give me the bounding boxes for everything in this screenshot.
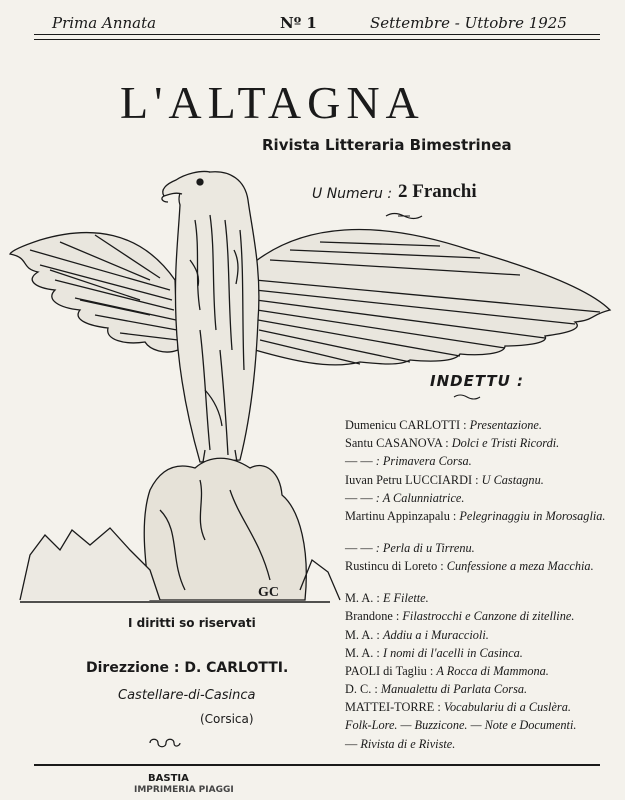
- toc-author: — —: [345, 454, 373, 469]
- toc-work: Cunfessione a meza Macchia.: [446, 559, 594, 574]
- toc-author: —: [345, 736, 358, 751]
- toc-author: Martinu Appinzapalu :: [345, 508, 457, 523]
- toc-author: — —: [345, 490, 373, 505]
- toc-entry: [345, 509, 617, 541]
- eagle-body: [175, 172, 258, 462]
- issue-header: [40, 12, 600, 32]
- table-of-contents: [345, 418, 617, 755]
- toc-work: Addiu a i Muraccioli.: [382, 627, 489, 642]
- toc-entry: [345, 541, 617, 559]
- toc-work: : Perla di u Tirrenu.: [375, 540, 475, 555]
- toc-work: Filastrocchi e Canzone di zitelline.: [402, 609, 575, 624]
- journal-subtitle: Rivista Litteraria Bimestrinea: [262, 136, 512, 154]
- toc-author: M. A. :: [345, 645, 380, 660]
- toc-work: Presentazione.: [469, 418, 542, 432]
- toc-entry: [345, 591, 617, 609]
- toc-author: M. A. :: [345, 591, 380, 606]
- journal-title: L'ALTAGNA: [120, 77, 425, 128]
- mountains-left: [20, 528, 160, 600]
- scroll-ornament-icon: [146, 736, 182, 750]
- issue-date: Settembre - Uttobre 1925: [370, 14, 567, 32]
- rock: [144, 458, 306, 600]
- price-label: U Numeru :: [312, 186, 393, 202]
- editor-region: (Corsica): [200, 712, 254, 726]
- editor-line: Direzzione : D. CARLOTTI.: [86, 660, 289, 676]
- toc-work: Manualettu di Parlata Corsa.: [380, 682, 528, 697]
- left-wing: [10, 233, 178, 352]
- toc-entry: [345, 718, 617, 736]
- toc-work: Pelegrinaggiu in Morosaglia.: [459, 508, 606, 523]
- header-rule: [34, 34, 600, 35]
- toc-work: A Rocca di Mammona.: [436, 663, 549, 678]
- toc-entry: [345, 609, 617, 627]
- toc-entry: [345, 418, 617, 436]
- toc-work: Folk-Lore. — Buzzicone. — Note e Documenti.: [345, 718, 577, 733]
- toc-work: Vocabulariu di a Cuslèra.: [443, 700, 571, 715]
- editor-address: Castellare-di-Casinca: [118, 688, 256, 703]
- toc-author: Dumenicu CARLOTTI :: [345, 418, 467, 432]
- toc-work: I nomi di l'acelli in Casinca.: [382, 645, 523, 660]
- toc-entry: [345, 491, 617, 509]
- toc-work: : A Calunniatrice.: [375, 490, 465, 505]
- toc-work: U Castagnu.: [481, 472, 544, 487]
- footer-rule: [34, 764, 600, 766]
- toc-entry: [345, 436, 617, 454]
- illustrator-monogram: GC: [258, 585, 279, 600]
- price-value: 2 Franchi: [398, 181, 477, 202]
- toc-entry: [345, 559, 617, 591]
- toc-entry: [345, 682, 617, 700]
- toc-entry: [345, 646, 617, 664]
- toc-work: Rivista di e Riviste.: [360, 736, 456, 751]
- toc-author: — —: [345, 540, 373, 555]
- toc-entry: [345, 628, 617, 646]
- toc-entry: [345, 454, 617, 472]
- toc-author: MATTEI-TORRE :: [345, 700, 441, 715]
- toc-entry: [345, 473, 617, 491]
- toc-entry: [345, 700, 617, 718]
- toc-author: Rustincu di Loreto :: [345, 559, 444, 574]
- print-city: BASTIA: [148, 773, 189, 784]
- header-rule-thin: [34, 39, 600, 40]
- toc-work: : Primavera Corsa.: [375, 454, 472, 469]
- toc-author: PAOLI di Tagliu :: [345, 663, 434, 678]
- issue-year: Prima Annata: [52, 14, 157, 32]
- issue-number: Nº 1: [280, 14, 317, 32]
- toc-work: Dolci e Tristi Ricordi.: [451, 436, 560, 451]
- toc-author: Iuvan Petru LUCCIARDI :: [345, 472, 479, 487]
- toc-author: Santu CASANOVA :: [345, 436, 449, 451]
- toc-author: Brandone :: [345, 609, 400, 624]
- small-ornament-icon: [452, 392, 482, 402]
- toc-author: D. C. :: [345, 682, 378, 697]
- toc-entry: [345, 737, 617, 755]
- index-title: INDETTU :: [430, 372, 525, 390]
- toc-entry: [345, 664, 617, 682]
- rights-notice: I diritti so riservati: [128, 616, 256, 630]
- toc-work: E Filette.: [382, 591, 429, 606]
- printer-name: IMPRIMERIA PIAGGI: [134, 785, 234, 795]
- toc-author: M. A. :: [345, 627, 380, 642]
